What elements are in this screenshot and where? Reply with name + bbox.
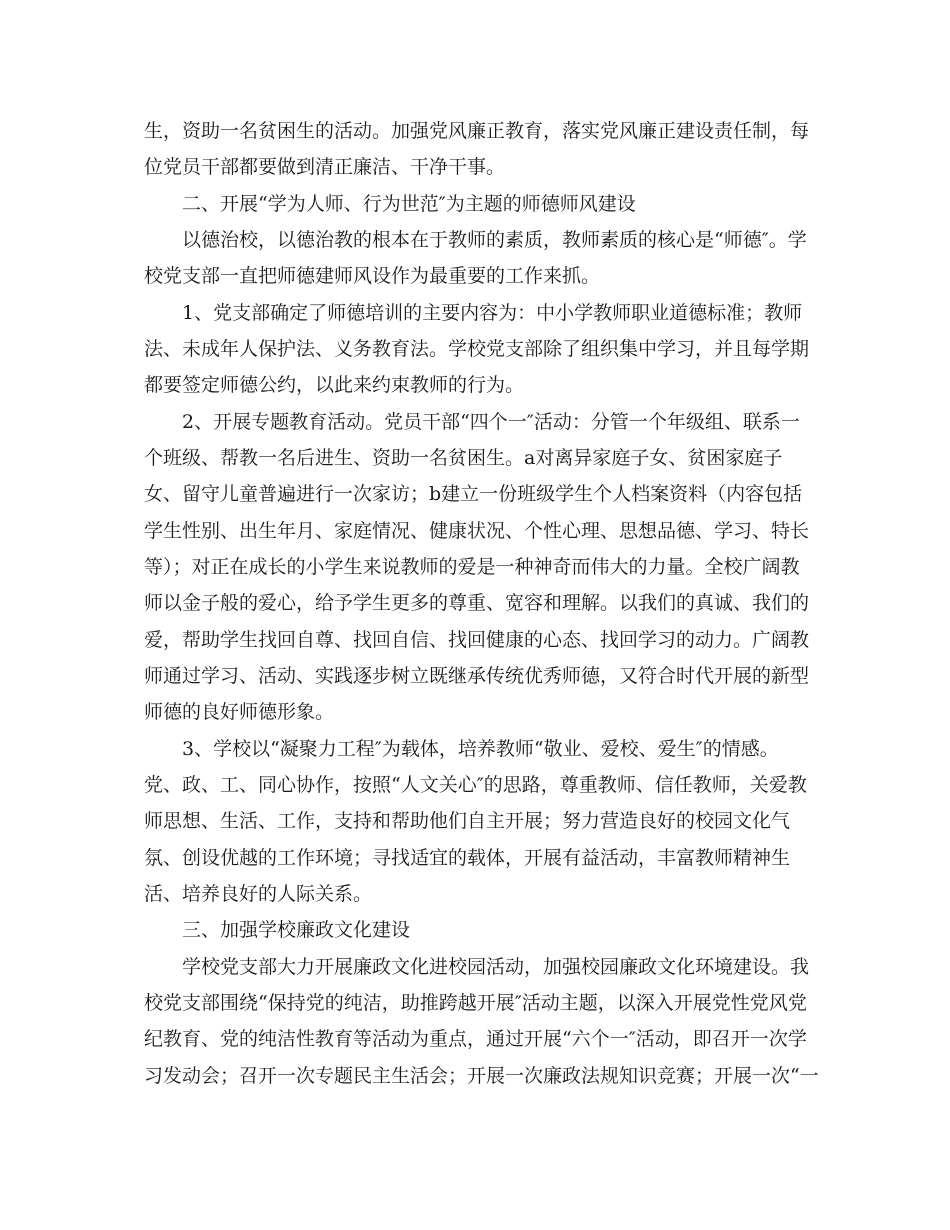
text-line: 生，资助一名贫困生的活动。加强党风廉正教育，落实党风廉正建设责任制，每 [144, 120, 810, 142]
text-line: 校党支部围绕“保持党的纯洁，助推跨越开展″活动主题，以深入开展党性党风党 [144, 992, 807, 1014]
text-line: 都要签定师德公约，以此来约束教师的行为。 [144, 374, 525, 396]
text-line: 校党支部一直把师德建师风设作为最重要的工作来抓。 [144, 265, 601, 287]
text-line: 氛、创设优越的工作环境；寻找适宜的载体，开展有益活动，丰富教师精神生 [144, 847, 791, 869]
text-line: 活、培养良好的人际关系。 [144, 883, 373, 905]
text-line: 等）；对正在成长的小学生来说教师的爱是一种神奇而伟大的力量。全校广阔教 [144, 556, 800, 578]
text-line: 2、开展专题教育活动。党员干部“四个一″活动：分管一个年级组、联系一 [182, 411, 800, 433]
text-line: 法、未成年人保护法、义务教育法。学校党支部除了组织集中学习，并且每学期 [144, 338, 810, 360]
section-heading: 二、开展“学为人师、行为世范″为主题的师德师风建设 [182, 193, 636, 215]
text-line: 爱，帮助学生找回自尊、找回自信、找回健康的心态、找回学习的动力。广阔教 [144, 629, 810, 651]
text-line: 习发动会；召开一次专题民主生活会；开展一次廉政法规知识竞赛；开展一次“一 [144, 1065, 819, 1087]
text-line: 师通过学习、活动、实践逐步树立既继承传统优秀师德，又符合时代开展的新型 [144, 665, 810, 687]
text-line: 1、党支部确定了师德培训的主要内容为：中小学教师职业道德标准；教师 [182, 302, 803, 324]
text-line: 师德的良好师德形象。 [144, 701, 335, 723]
text-line: 位党员干部都要做到清正廉洁、干净干事。 [144, 156, 506, 178]
text-line: 以德治校，以德治教的根本在于教师的素质，教师素质的核心是“师德″。学 [182, 229, 807, 251]
text-line: 党、政、工、同心协作，按照“人文关心″的思路，尊重教师、信任教师，关爱教 [144, 774, 807, 796]
text-line: 学校党支部大力开展廉政文化进校园活动，加强校园廉政文化环境建设。我 [182, 956, 810, 978]
text-line: 师思想、生活、工作，支持和帮助他们自主开展；努力营造良好的校园文化气 [144, 810, 791, 832]
section-heading: 三、加强学校廉政文化建设 [182, 919, 411, 941]
text-line: 女、留守儿童普遍进行一次家访；b建立一份班级学生个人档案资料（内容包括 [144, 483, 803, 505]
text-line: 学生性别、出生年月、家庭情况、健康状况、个性心理、思想品德、学习、特长 [144, 520, 810, 542]
text-line: 个班级、帮教一名后进生、资助一名贫困生。a对离异家庭子女、贫困家庭子 [144, 447, 783, 469]
text-line: 纪教育、党的纯洁性教育等活动为重点，通过开展“六个一″活动，即召开一次学 [144, 1028, 807, 1050]
text-line: 师以金子般的爱心，给予学生更多的尊重、宽容和理解。以我们的真诚、我们的 [144, 592, 810, 614]
text-line: 3、学校以“凝聚力工程″为载体，培养教师“敬业、爱校、爱生″的情感。 [182, 738, 779, 760]
